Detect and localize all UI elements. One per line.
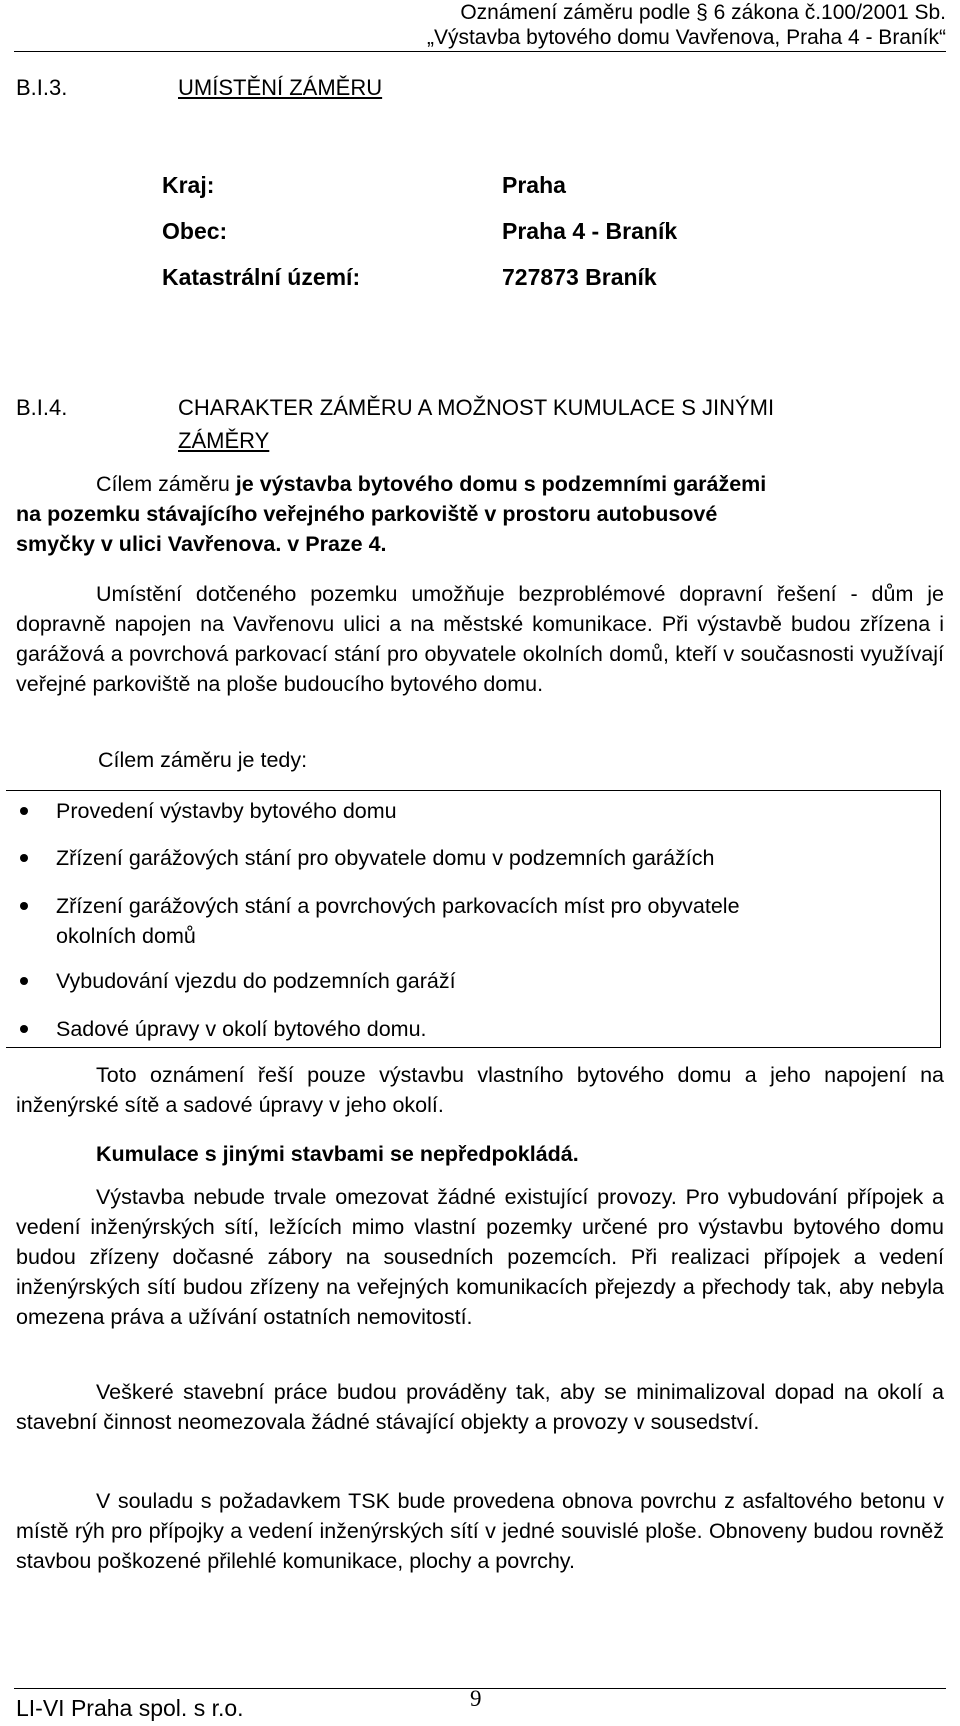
paragraph-impact-text: Veškeré stavební práce budou prováděny tak, aby se minimalizoval dopad na okolí a stavební činnost neomezovala žádné stávající objekty a provozy v sousedství.: [16, 1380, 944, 1434]
location-value-kraj: Praha: [502, 172, 566, 198]
section-b14-title-line1: CHARAKTER ZÁMĚRU A MOŽNOST KUMULACE S JINÝMI: [178, 395, 775, 420]
paragraph-impact: [16, 1377, 944, 1437]
footer-company: LI-VI Praha spol. s r.o.: [16, 1695, 244, 1721]
paragraph-location-text: Umístění dotčeného pozemku umožňuje bezproblémové dopravní řešení - dům je dopravně napojen na Vavřenovu ulici a na městské komunikace. Při výstavbě budou zřízena i garážová a povrchová parkovací stání pro obyvatele okolních domů, kteří v současnosti využívají veřejné parkoviště na ploše budoucího bytového domu.: [16, 582, 944, 696]
bullet-icon: [20, 854, 28, 862]
paragraph-operations-text: Výstavba nebude trvale omezovat žádné existující provozy. Pro vybudování přípojek a vedení inženýrských sítí, ležících mimo vlastní pozemky určené pro výstavbu bytového domu budou zřízeny dočasné zábory na sousedních pozemcích. Při realizaci přípojek a vedení inženýrských sítí budou zřízeny na veřejných komunikacích přejezdy a přechody tak, aby nebyla omezena práva a užívání ostatních nemovitostí.: [16, 1185, 944, 1329]
goal-intro: Cílem záměru je tedy:: [98, 748, 308, 772]
header-divider: [14, 51, 946, 52]
paragraph-scope-text: Toto oznámení řeší pouze výstavbu vlastního bytového domu a jeho napojení na inženýrské sítě a sadové úpravy v jeho okolí.: [16, 1063, 944, 1117]
section-b14-title-line2: ZÁMĚRY: [178, 428, 270, 453]
page-number: 9: [470, 1686, 482, 1711]
section-b13-number: B.I.3.: [16, 75, 68, 100]
paragraph-scope: [16, 1060, 944, 1120]
paragraph-tsk-text: V souladu s požadavkem TSK bude provedena obnova povrchu z asfaltového betonu v místě rýh pro přípojky a vedení inženýrských sítí v jedné souvislé ploše. Obnoveny budou rovněž stavbou poškozené přilehlé komunikace, plochy a povrchy.: [16, 1489, 944, 1573]
paragraph-cumulation: [16, 1139, 944, 1169]
document-page: Oznámení záměru podle § 6 zákona č.100/2001 Sb. „Výstavba bytového domu Vavřenova, Praha 4 - Braník“ B.I.3. UMÍSTĚNÍ ZÁMĚRU Kraj: Praha Obec: Praha 4 - Braník Katastrální území: 727873 Braník B.I.4. CHARAKTER ZÁMĚRU A MOŽNOST KUMULACE S JINÝMI ZÁMĚRY Cílem záměru je výstavba bytového domu s podzemními garážemi na pozemku stávajícího veřejného parkoviště v prostoru autobusové smyčky v ulici Vavřenova. v Praze 4. Umístění dotčeného pozemku umožňuje bezproblémové dopravní řešení - dům je dopravně napojen na Vavřenovu ulici a na městské komunikace. Při výstavbě budou zřízena i garážová a povrchová parkovací stání pro obyvatele okolních domů, kteří v současnosti využívají veřejné parkoviště na ploše budoucího bytového domu. Cílem záměru je tedy: Provedení výstavby bytového domu Zřízení garážových stání pro obyvatele domu v podzemních garážích Zřízení garážových stání a povrchových parkovacích míst pro obyvatele okolních domů Vybudování vjezdu do podzemních garáží Sadové úpravy v okolí bytového domu. Toto oznámení řeší pouze výstavbu vlastního bytového domu a jeho napojení na inženýrské sítě a sadové úpravy v jeho okolí. Kumulace s jinými stavbami se nepředpokládá. Výstavba nebude trvale omezovat žádné existující provozy. Pro vybudování přípojek a vedení inženýrských sítí, ležících mimo vlastní pozemky určené pro výstavbu bytového domu budou zřízeny dočasné zábory na sousedních pozemcích. Při realizaci přípojek a vedení inženýrských sítí budou zřízeny na veřejných komunikacích přejezdy a přechody tak, aby nebyla omezena práva a užívání ostatních nemovitostí. Veškeré stavební práce budou prováděny tak, aby se minimalizoval dopad na okolí a stavební činnost neomezovala žádné stávající objekty a provozy v sousedství. V souladu s požadavkem TSK bude provedena obnova povrchu z asfaltového betonu v místě rýh pro přípojky a vedení inženýrských sítí v jedné souvislé ploše. Obnoveny budou rovněž stavbou poškozené přilehlé komunikace, plochy a povrchy. LI-VI Praha spol. s r.o. 9: [0, 0, 960, 1726]
header-line-2: „Výstavba bytového domu Vavřenova, Praha 4 - Braník“: [426, 26, 946, 49]
bullet-icon: [20, 1025, 28, 1033]
goal-bold: je výstavba bytového domu s podzemními garážemi: [235, 472, 767, 496]
location-value-obec: Praha 4 - Braník: [502, 218, 678, 244]
section-b13-title: UMÍSTĚNÍ ZÁMĚRU: [178, 75, 383, 100]
bullet-icon: [20, 977, 28, 985]
location-value-katastr: 727873 Braník: [502, 264, 657, 290]
paragraph-operations: [16, 1182, 944, 1332]
paragraph-location: [16, 579, 944, 699]
paragraph-cumulation-text: Kumulace s jinými stavbami se nepředpokládá.: [96, 1142, 579, 1166]
page-header: [427, 0, 946, 50]
header-line-1: Oznámení záměru podle § 6 zákona č.100/2001 Sb.: [460, 1, 946, 24]
goal-prefix: Cílem záměru: [96, 472, 230, 496]
bullet-icon: [20, 807, 28, 815]
bullet-icon: [20, 902, 28, 910]
goal-line-3: smyčky v ulici Vavřenova. v Praze 4.: [16, 532, 387, 556]
location-label-obec: Obec:: [162, 218, 228, 244]
location-label-kraj: Kraj:: [162, 172, 215, 198]
paragraph-tsk: [16, 1486, 944, 1576]
section-b14-number: B.I.4.: [16, 395, 68, 420]
paragraph-goal: [16, 469, 944, 559]
location-label-katastr: Katastrální území:: [162, 264, 361, 290]
goal-line-2: na pozemku stávajícího veřejného parkoviště v prostoru autobusové: [16, 502, 718, 526]
